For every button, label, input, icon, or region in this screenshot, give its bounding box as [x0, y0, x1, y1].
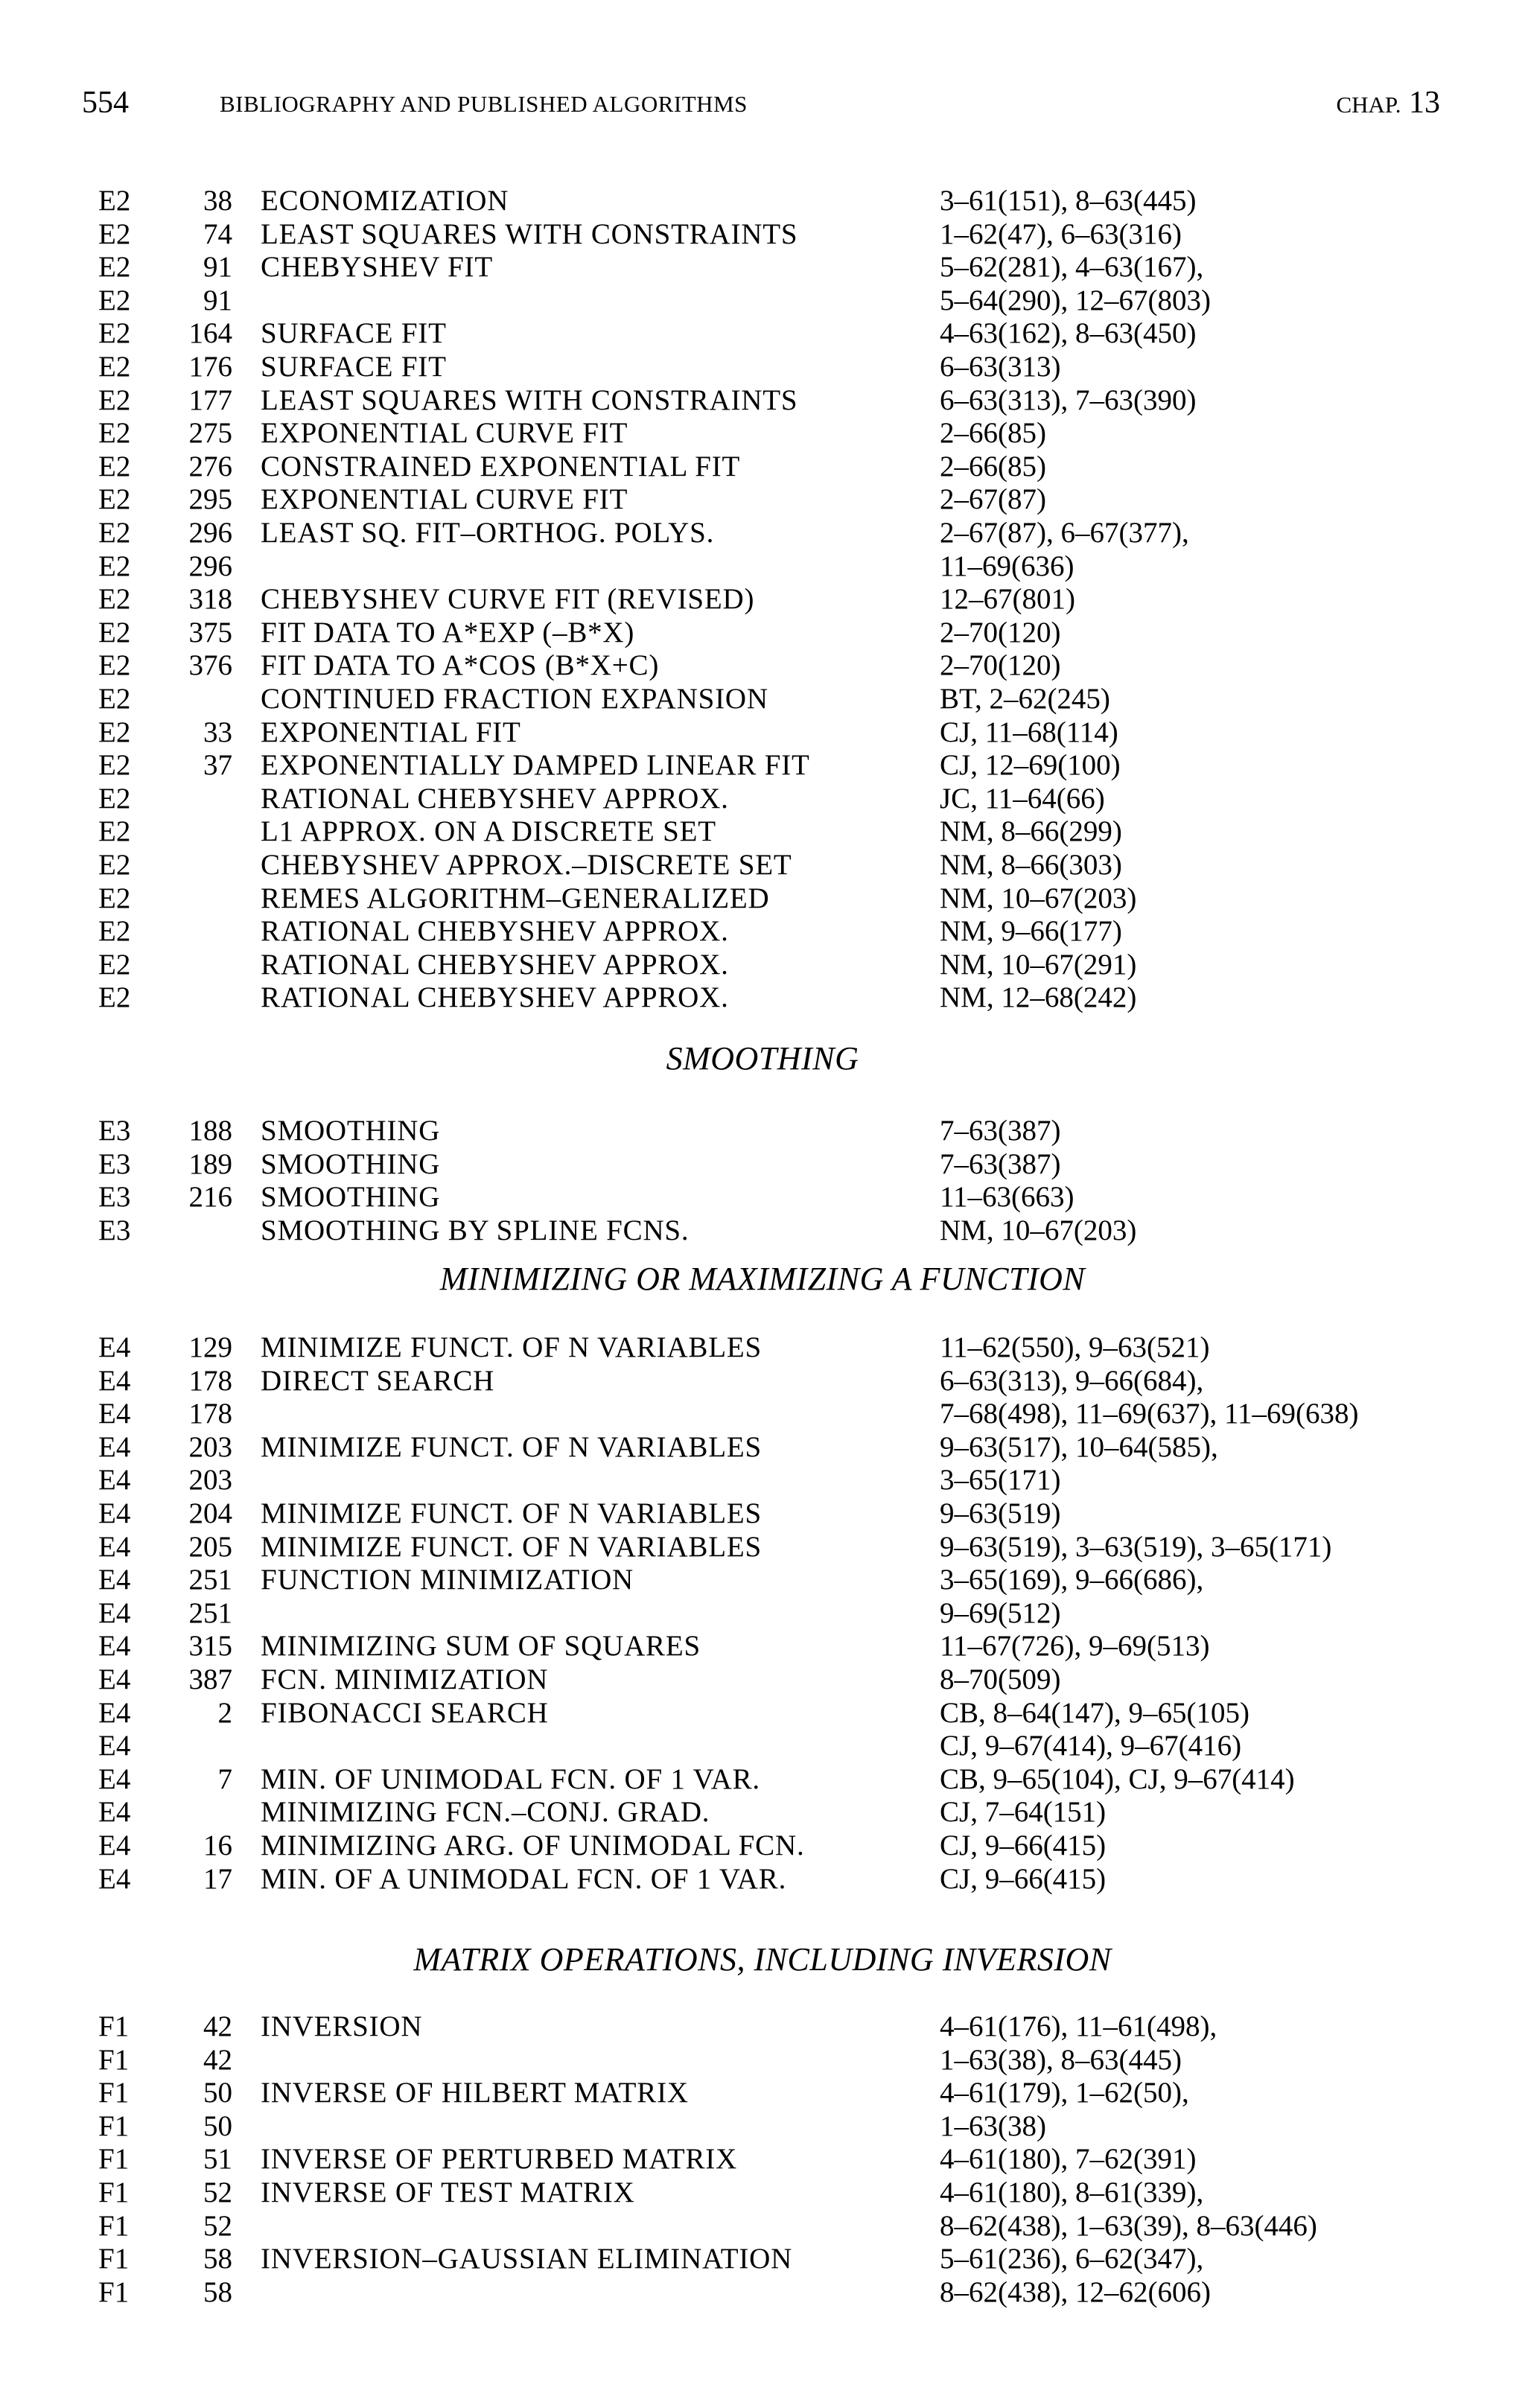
algorithm-number: 178: [188, 1398, 232, 1430]
table-row: [0, 317, 1525, 350]
reference: CJ, 9–66(415): [940, 1829, 1107, 1861]
algorithm-title: REMES ALGORITHM–GENERALIZED: [261, 882, 770, 914]
section-code: E2: [98, 351, 131, 383]
section-code: E2: [98, 915, 131, 948]
algorithm-title: FIBONACCI SEARCH: [261, 1696, 549, 1729]
reference: 11–69(636): [940, 550, 1074, 582]
algorithm-number: 296: [188, 517, 232, 549]
table-row: [0, 1431, 1525, 1464]
section-code: E3: [98, 1147, 131, 1180]
section-code: E2: [98, 716, 131, 748]
algorithm-number: 387: [188, 1663, 232, 1695]
section-code: E2: [98, 251, 131, 284]
algorithm-title: INVERSE OF TEST MATRIX: [261, 2176, 635, 2208]
reference: 11–62(550), 9–63(521): [940, 1331, 1210, 1363]
reference: 6–63(313), 7–63(390): [940, 383, 1197, 416]
algorithm-title: CHEBYSHEV FIT: [261, 251, 493, 284]
section-code: E2: [98, 849, 131, 881]
section-code: E4: [98, 1796, 131, 1829]
table-row: [0, 1863, 1525, 1896]
reference: 4–63(162), 8–63(450): [940, 317, 1197, 350]
algorithm-title: MINIMIZE FUNCT. OF N VARIABLES: [261, 1530, 762, 1563]
algorithm-number: 91: [203, 251, 232, 284]
table-row: [0, 251, 1525, 284]
table-row: [0, 683, 1525, 716]
section-code: F1: [98, 2143, 130, 2176]
reference: 2–70(120): [940, 616, 1061, 649]
chapter-word: CHAP.: [1336, 92, 1401, 118]
algorithm-number: 37: [203, 749, 232, 782]
algorithm-title: SURFACE FIT: [261, 317, 447, 350]
reference: 12–67(801): [940, 583, 1075, 616]
reference: 6–63(313), 9–66(684),: [940, 1364, 1204, 1397]
reference: 8–62(438), 12–62(606): [940, 2275, 1211, 2308]
section-code: F1: [98, 2109, 130, 2142]
algorithm-number: 2: [217, 1696, 232, 1729]
reference: NM, 12–68(242): [940, 981, 1137, 1014]
algorithm-number: 176: [188, 351, 232, 383]
algorithm-number: 203: [188, 1464, 232, 1497]
algorithm-number: 74: [203, 217, 232, 250]
section-code: E2: [98, 683, 131, 715]
section-code: E2: [98, 749, 131, 782]
table-row: [0, 1398, 1525, 1430]
algorithm-number: 51: [203, 2143, 232, 2176]
algorithm-number: 376: [188, 649, 232, 682]
table-row: [0, 1796, 1525, 1829]
reference: 4–61(179), 1–62(50),: [940, 2077, 1189, 2109]
table-row: [0, 1630, 1525, 1663]
section-code: F1: [98, 2243, 130, 2275]
reference: 5–62(281), 4–63(167),: [940, 251, 1204, 284]
reference: 1–62(47), 6–63(316): [940, 217, 1182, 250]
algorithm-title: LEAST SQ. FIT–ORTHOG. POLYS.: [261, 517, 715, 549]
reference: NM, 10–67(203): [940, 1214, 1137, 1246]
table-row: [0, 783, 1525, 815]
algorithm-title: EXPONENTIAL CURVE FIT: [261, 483, 628, 516]
table-row: [0, 1697, 1525, 1730]
algorithm-number: 50: [203, 2109, 232, 2142]
table-row: [0, 2044, 1525, 2077]
algorithm-number: 189: [188, 1147, 232, 1180]
algorithm-title: CHEBYSHEV CURVE FIT (REVISED): [261, 583, 755, 616]
algorithm-number: 251: [188, 1596, 232, 1629]
table-row: [0, 417, 1525, 450]
table-row: [0, 384, 1525, 417]
reference: 9–63(519): [940, 1497, 1061, 1529]
section-code: E4: [98, 1364, 131, 1397]
algorithm-title: FCN. MINIMIZATION: [261, 1663, 549, 1695]
algorithm-title: INVERSE OF PERTURBED MATRIX: [261, 2143, 738, 2176]
table-row: [0, 1148, 1525, 1181]
section-code: E4: [98, 1464, 131, 1497]
section-heading: SMOOTHING: [666, 1040, 859, 1077]
reference: 2–67(87): [940, 483, 1046, 516]
reference: 9–69(512): [940, 1596, 1061, 1629]
chapter-number: 13: [1409, 86, 1440, 120]
section-code: E2: [98, 483, 131, 516]
table-row: [0, 1730, 1525, 1762]
algorithm-title: FIT DATA TO A*COS (B*X+C): [261, 649, 660, 682]
algorithm-number: 33: [203, 716, 232, 748]
table-row: [0, 2143, 1525, 2176]
table-row: [0, 716, 1525, 749]
chapter-label: [1336, 85, 1440, 121]
table-row: [0, 517, 1525, 550]
algorithm-title: EXPONENTIAL FIT: [261, 716, 521, 748]
algorithm-title: RATIONAL CHEBYSHEV APPROX.: [261, 782, 729, 815]
section-code: E2: [98, 948, 131, 981]
table-row: [0, 2010, 1525, 2043]
reference: 2–66(85): [940, 417, 1046, 450]
table-row: [0, 550, 1525, 583]
algorithm-title: EXPONENTIAL CURVE FIT: [261, 417, 628, 450]
section-code: E4: [98, 1430, 131, 1463]
algorithm-title: MINIMIZING ARG. OF UNIMODAL FCN.: [261, 1829, 805, 1861]
section-code: E4: [98, 1663, 131, 1695]
algorithm-number: 7: [217, 1762, 232, 1795]
algorithm-number: 129: [188, 1331, 232, 1363]
section-code: E4: [98, 1331, 131, 1363]
algorithm-title: CHEBYSHEV APPROX.–DISCRETE SET: [261, 849, 792, 881]
reference: CB, 9–65(104), CJ, 9–67(414): [940, 1762, 1295, 1795]
algorithm-title: MINIMIZING FCN.–CONJ. GRAD.: [261, 1796, 710, 1829]
algorithm-title: SMOOTHING: [261, 1115, 441, 1147]
reference: 7–63(387): [940, 1115, 1061, 1147]
section-code: E4: [98, 1530, 131, 1563]
page-header: [82, 80, 1445, 133]
algorithm-title: RATIONAL CHEBYSHEV APPROX.: [261, 981, 729, 1014]
section-code: E2: [98, 616, 131, 649]
algorithm-title: FUNCTION MINIMIZATION: [261, 1564, 634, 1596]
algorithm-title: ECONOMIZATION: [261, 185, 509, 217]
table-row: [0, 1497, 1525, 1530]
reference: 8–70(509): [940, 1663, 1061, 1695]
algorithm-title: L1 APPROX. ON A DISCRETE SET: [261, 815, 716, 848]
section-code: E2: [98, 583, 131, 616]
section-code: E3: [98, 1115, 131, 1147]
section-heading: MINIMIZING OR MAXIMIZING A FUNCTION: [439, 1261, 1086, 1297]
section-code: E4: [98, 1696, 131, 1729]
reference: BT, 2–62(245): [940, 683, 1110, 715]
reference: CB, 8–64(147), 9–65(105): [940, 1696, 1249, 1729]
algorithm-title: MINIMIZE FUNCT. OF N VARIABLES: [261, 1497, 762, 1529]
algorithm-number: 52: [203, 2176, 232, 2208]
algorithm-title: MINIMIZE FUNCT. OF N VARIABLES: [261, 1430, 762, 1463]
reference: NM, 10–67(203): [940, 882, 1137, 914]
algorithm-title: SMOOTHING: [261, 1147, 441, 1180]
algorithm-title: INVERSION: [261, 2010, 423, 2042]
table-row: [0, 583, 1525, 616]
section-code: E4: [98, 1497, 131, 1529]
algorithm-number: 315: [188, 1630, 232, 1663]
reference: 3–65(171): [940, 1464, 1061, 1497]
table-row: [0, 915, 1525, 948]
table-row: [0, 2243, 1525, 2275]
algorithm-title: SMOOTHING BY SPLINE FCNS.: [261, 1214, 690, 1246]
algorithm-number: 295: [188, 483, 232, 516]
table-row: [0, 1115, 1525, 1147]
algorithm-number: 251: [188, 1564, 232, 1596]
reference: 8–62(438), 1–63(39), 8–63(446): [940, 2209, 1317, 2242]
reference: CJ, 11–68(114): [940, 716, 1118, 748]
section-code: E2: [98, 217, 131, 250]
table-row: [0, 1829, 1525, 1862]
algorithm-title: RATIONAL CHEBYSHEV APPROX.: [261, 915, 729, 948]
algorithm-title: FIT DATA TO A*EXP (–B*X): [261, 616, 635, 649]
table-row: [0, 1531, 1525, 1564]
section-code: E2: [98, 383, 131, 416]
section-code: E4: [98, 1564, 131, 1596]
algorithm-number: 58: [203, 2275, 232, 2308]
table-row: [0, 749, 1525, 782]
section-heading: MATRIX OPERATIONS, INCLUDING INVERSION: [413, 1941, 1112, 1978]
section-code: F1: [98, 2209, 130, 2242]
section-code: E4: [98, 1829, 131, 1861]
table-row: [0, 1181, 1525, 1214]
table-row: [0, 2077, 1525, 2109]
section-code: E2: [98, 649, 131, 682]
table-row: [0, 1597, 1525, 1630]
section-code: E4: [98, 1730, 131, 1762]
algorithm-title: INVERSION–GAUSSIAN ELIMINATION: [261, 2243, 793, 2275]
section-code: E3: [98, 1181, 131, 1214]
algorithm-number: 42: [203, 2010, 232, 2042]
section-code: F1: [98, 2176, 130, 2208]
table-row: [0, 351, 1525, 383]
reference: 11–67(726), 9–69(513): [940, 1630, 1210, 1663]
section-code: E4: [98, 1398, 131, 1430]
reference: CJ, 9–66(415): [940, 1862, 1107, 1895]
section-code: E2: [98, 782, 131, 815]
reference: 4–61(176), 11–61(498),: [940, 2010, 1217, 2042]
algorithm-number: 17: [203, 1862, 232, 1895]
section-code: E4: [98, 1630, 131, 1663]
algorithm-number: 16: [203, 1829, 232, 1861]
algorithm-number: 276: [188, 450, 232, 482]
reference: 4–61(180), 8–61(339),: [940, 2176, 1204, 2208]
section-code: E2: [98, 517, 131, 549]
table-row: [0, 1564, 1525, 1596]
reference: CJ, 7–64(151): [940, 1796, 1107, 1829]
table-row: [0, 2110, 1525, 2143]
algorithm-number: 178: [188, 1364, 232, 1397]
reference: NM, 9–66(177): [940, 915, 1122, 948]
section-code: E3: [98, 1214, 131, 1246]
reference: CJ, 9–67(414), 9–67(416): [940, 1730, 1242, 1762]
table-row: [0, 849, 1525, 882]
table-row: [0, 882, 1525, 915]
reference: 5–61(236), 6–62(347),: [940, 2243, 1204, 2275]
reference: 6–63(313): [940, 351, 1061, 383]
algorithm-title: EXPONENTIALLY DAMPED LINEAR FIT: [261, 749, 810, 782]
algorithm-title: LEAST SQUARES WITH CONSTRAINTS: [261, 383, 798, 416]
section-code: F1: [98, 2077, 130, 2109]
table-row: [0, 218, 1525, 251]
table-row: [0, 450, 1525, 483]
algorithm-number: 52: [203, 2209, 232, 2242]
table-row: [0, 185, 1525, 217]
algorithm-title: INVERSE OF HILBERT MATRIX: [261, 2077, 689, 2109]
algorithm-title: CONSTRAINED EXPONENTIAL FIT: [261, 450, 741, 482]
algorithm-title: MINIMIZING SUM OF SQUARES: [261, 1630, 701, 1663]
algorithm-title: LEAST SQUARES WITH CONSTRAINTS: [261, 217, 798, 250]
section-code: E4: [98, 1862, 131, 1895]
table-row: [0, 2210, 1525, 2243]
section-code: E2: [98, 317, 131, 350]
reference: NM, 8–66(299): [940, 815, 1122, 848]
running-title: BIBLIOGRAPHY AND PUBLISHED ALGORITHMS: [220, 91, 748, 117]
reference: 2–66(85): [940, 450, 1046, 482]
algorithm-number: 164: [188, 317, 232, 350]
section-code: E2: [98, 185, 131, 217]
algorithm-title: CONTINUED FRACTION EXPANSION: [261, 683, 768, 715]
algorithm-number: 188: [188, 1115, 232, 1147]
table-row: [0, 2276, 1525, 2309]
algorithm-title: DIRECT SEARCH: [261, 1364, 495, 1397]
algorithm-title: MINIMIZE FUNCT. OF N VARIABLES: [261, 1331, 762, 1363]
reference: 7–68(498), 11–69(637), 11–69(638): [940, 1398, 1359, 1430]
reference: CJ, 12–69(100): [940, 749, 1121, 782]
table-row: [0, 1663, 1525, 1696]
section-code: E2: [98, 417, 131, 450]
table-row: [0, 617, 1525, 649]
table-row: [0, 483, 1525, 516]
algorithm-title: MIN. OF A UNIMODAL FCN. OF 1 VAR.: [261, 1862, 787, 1895]
algorithm-number: 375: [188, 616, 232, 649]
page-number: 554: [82, 86, 129, 120]
reference: 2–67(87), 6–67(377),: [940, 517, 1189, 549]
algorithm-number: 177: [188, 383, 232, 416]
algorithm-title: MIN. OF UNIMODAL FCN. OF 1 VAR.: [261, 1762, 760, 1795]
table-row: [0, 649, 1525, 682]
algorithm-number: 42: [203, 2043, 232, 2076]
reference: 5–64(290), 12–67(803): [940, 284, 1211, 316]
algorithm-title: RATIONAL CHEBYSHEV APPROX.: [261, 948, 729, 981]
algorithm-number: 91: [203, 284, 232, 316]
reference: 3–61(151), 8–63(445): [940, 185, 1197, 217]
table-row: [0, 1464, 1525, 1497]
reference: NM, 10–67(291): [940, 948, 1137, 981]
section-code: E2: [98, 284, 131, 316]
reference: 2–70(120): [940, 649, 1061, 682]
algorithm-number: 204: [188, 1497, 232, 1529]
reference: 9–63(519), 3–63(519), 3–65(171): [940, 1530, 1332, 1563]
algorithm-number: 216: [188, 1181, 232, 1214]
table-row: [0, 1365, 1525, 1398]
section-code: E4: [98, 1762, 131, 1795]
reference: 3–65(169), 9–66(686),: [940, 1564, 1204, 1596]
reference: NM, 8–66(303): [940, 849, 1122, 881]
section-code: E2: [98, 981, 131, 1014]
table-row: [0, 981, 1525, 1014]
algorithm-number: 50: [203, 2077, 232, 2109]
section-code: E2: [98, 815, 131, 848]
algorithm-number: 203: [188, 1430, 232, 1463]
section-code: E4: [98, 1596, 131, 1629]
section-code: F1: [98, 2043, 130, 2076]
algorithm-title: SURFACE FIT: [261, 351, 447, 383]
table-row: [0, 1214, 1525, 1247]
section-code: F1: [98, 2275, 130, 2308]
reference: 11–63(663): [940, 1181, 1074, 1214]
section-code: E2: [98, 450, 131, 482]
table-row: [0, 1331, 1525, 1364]
reference: 9–63(517), 10–64(585),: [940, 1430, 1218, 1463]
table-row: [0, 815, 1525, 848]
reference: 1–63(38), 8–63(445): [940, 2043, 1182, 2076]
algorithm-number: 58: [203, 2243, 232, 2275]
reference: 7–63(387): [940, 1147, 1061, 1180]
algorithm-number: 38: [203, 185, 232, 217]
algorithm-number: 318: [188, 583, 232, 616]
table-row: [0, 949, 1525, 981]
section-code: E2: [98, 550, 131, 582]
section-code: F1: [98, 2010, 130, 2042]
reference: 1–63(38): [940, 2109, 1046, 2142]
reference: 4–61(180), 7–62(391): [940, 2143, 1197, 2176]
section-code: E2: [98, 882, 131, 914]
algorithm-number: 296: [188, 550, 232, 582]
table-row: [0, 284, 1525, 317]
algorithm-title: SMOOTHING: [261, 1181, 441, 1214]
table-row: [0, 2176, 1525, 2209]
table-row: [0, 1763, 1525, 1796]
algorithm-number: 275: [188, 417, 232, 450]
algorithm-number: 205: [188, 1530, 232, 1563]
reference: JC, 11–64(66): [940, 782, 1105, 815]
